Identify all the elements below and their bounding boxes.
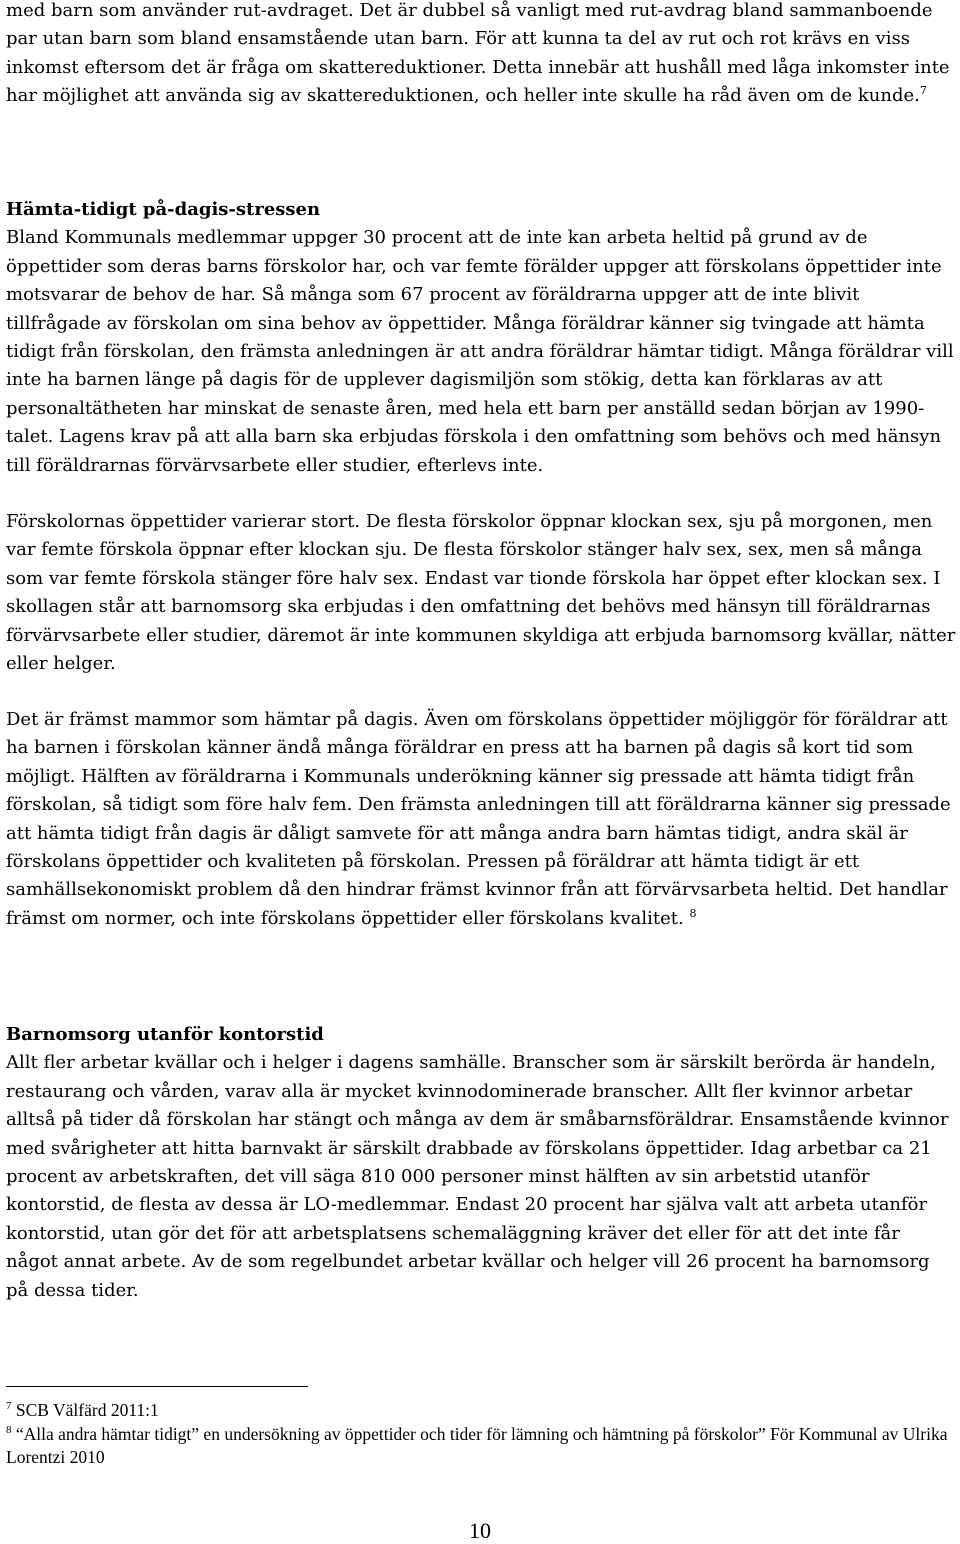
- footnote-number: 8: [6, 1424, 12, 1437]
- footnote-8: [6, 1423, 956, 1469]
- intro-text: med barn som använder rut-avdraget. Det är dubbel så vanligt med rut-avdrag bland sammanboende par utan barn som bland ensamstående utan barn. För att kunna ta del av rut och rot krävs en viss inkomst eftersom det är fråga om skattereduktioner. Detta innebär att hushåll med låga inkomster inte har möjlighet att använda sig av skattereduktionen, och heller inte skulle ha råd även om de kunde.: [6, 0, 950, 107]
- section2-paragraph: Allt fler arbetar kvällar och i helger i dagens samhälle. Branscher som är särskilt berörda är handeln, restaurang och vården, varav alla är mycket kvinnodominerade branscher. Allt fler kvinnor arbetar alltså på tider då förskolan har stängt och många av dem är småbarnsföräldrar. Ensamstående kvinnor med svårigheter att hitta barnvakt är särskilt drabbade av förskolans öppettider. Idag arbetbar ca 21 procent av arbetskraften, det vill säga 810 000 personer minst hälften av sin arbetstid utanför kontorstid, de flesta av dessa är LO-medlemmar. Endast 20 procent har själva valt att arbeta utanför kontorstid, utan gör det för att arbetsplatsens schemaläggning kräver det eller för att det inte får något annat arbete. Av de som regelbundet arbetar kvällar och helger vill 26 procent ha barnomsorg på dessa tider.: [6, 1052, 949, 1301]
- footnote-ref-8[interactable]: 8: [689, 906, 697, 920]
- section-paragraph-3-block: [6, 706, 956, 933]
- intro-paragraph: [6, 0, 956, 111]
- footnote-number: 7: [6, 1400, 12, 1413]
- footnote-7: [6, 1399, 956, 1422]
- page-number: 10: [469, 1518, 491, 1543]
- intro-block: [6, 0, 956, 111]
- paragraph-3-text: Det är främst mammor som hämtar på dagis. Även om förskolans öppettider möjliggör för föräldrar att ha barnen i förskolan känner ändå många föräldrar en press att ha barnen på dagis så kort tid som möjligt. Hälften av föräldrarna i Kommunals underökning känner sig pressade att hämta tidigt från förskolan, så tidigt som före halv fem. Den främsta anledningen till att föräldrarna känner sig pressade att hämta tidigt från dagis är dåligt samvete för att många andra barn hämtas tidigt, andra skäl är förskolans öppettider och kvaliteten på förskolan. Pressen på föräldrar att hämta tidigt är ett samhällsekonomiskt problem då den hindrar främst kvinnor från att förvärvsarbeta heltid. Det handlar främst om normer, och inte förskolans öppettider eller förskolans kvalitet.: [6, 709, 951, 929]
- section-paragraph-2-block: [6, 508, 956, 678]
- section-heading: Hämta-tidigt på-dagis-stressen: [6, 199, 321, 220]
- section-paragraph-1: Bland Kommunals medlemmar uppger 30 procent att de inte kan arbeta heltid på grund av de öppettider som deras barns förskolor har, och var femte förälder uppger att förskolans öppettider inte motsvarar de behov de har. Så många som 67 procent av föräldrarna uppger att de inte blivit tillfrågade av förskolan om sina behov av öppettider. Många föräldrar känner sig tvingade att hämta tidigt från förskolan, den främsta anledningen är att andra föräldrar hämtar tidigt. Många föräldrar vill inte ha barnen länge på dagis för de upplever dagismiljön som stökig, detta kan förklaras av att personaltätheten har minskat de senaste åren, med hela ett barn per anställd sedan början av 1990-talet. Lagens krav på att alla barn ska erbjudas förskola i den omfattning som behövs och med hänsyn till föräldrarnas förvärvsarbete eller studier, efterlevs inte.: [6, 227, 954, 476]
- section-barnomsorg: [6, 1021, 956, 1305]
- section-hamta-tidigt: [6, 196, 956, 480]
- footnote-text: “Alla andra hämtar tidigt” en undersökning av öppettider och tider för lämning och hämtning på förskolor” För Kommunal av Ulrika Lorentzi 2010: [6, 1424, 948, 1467]
- footnote-ref-7[interactable]: 7: [919, 84, 927, 98]
- section-heading-2: Barnomsorg utanför kontorstid: [6, 1024, 324, 1045]
- section-paragraph-2: Förskolornas öppettider varierar stort. De flesta förskolor öppnar klockan sex, sju på morgonen, men var femte förskola öppnar efter klockan sju. De flesta förskolor stänger halv sex, sex, men så många som var femte förskola stänger före halv sex. Endast var tionde förskola har öppet efter klockan sex. I skollagen står att barnomsorg ska erbjudas i den omfattning det behövs med hänsyn till föräldrarnas förvärvsarbete eller studier, däremot är inte kommunen skyldiga att erbjuda barnomsorg kvällar, nätter eller helger.: [6, 511, 956, 675]
- section-paragraph-3: [6, 706, 956, 933]
- footnote-text: SCB Välfärd 2011:1: [15, 1400, 159, 1420]
- footnote-divider: [6, 1386, 308, 1387]
